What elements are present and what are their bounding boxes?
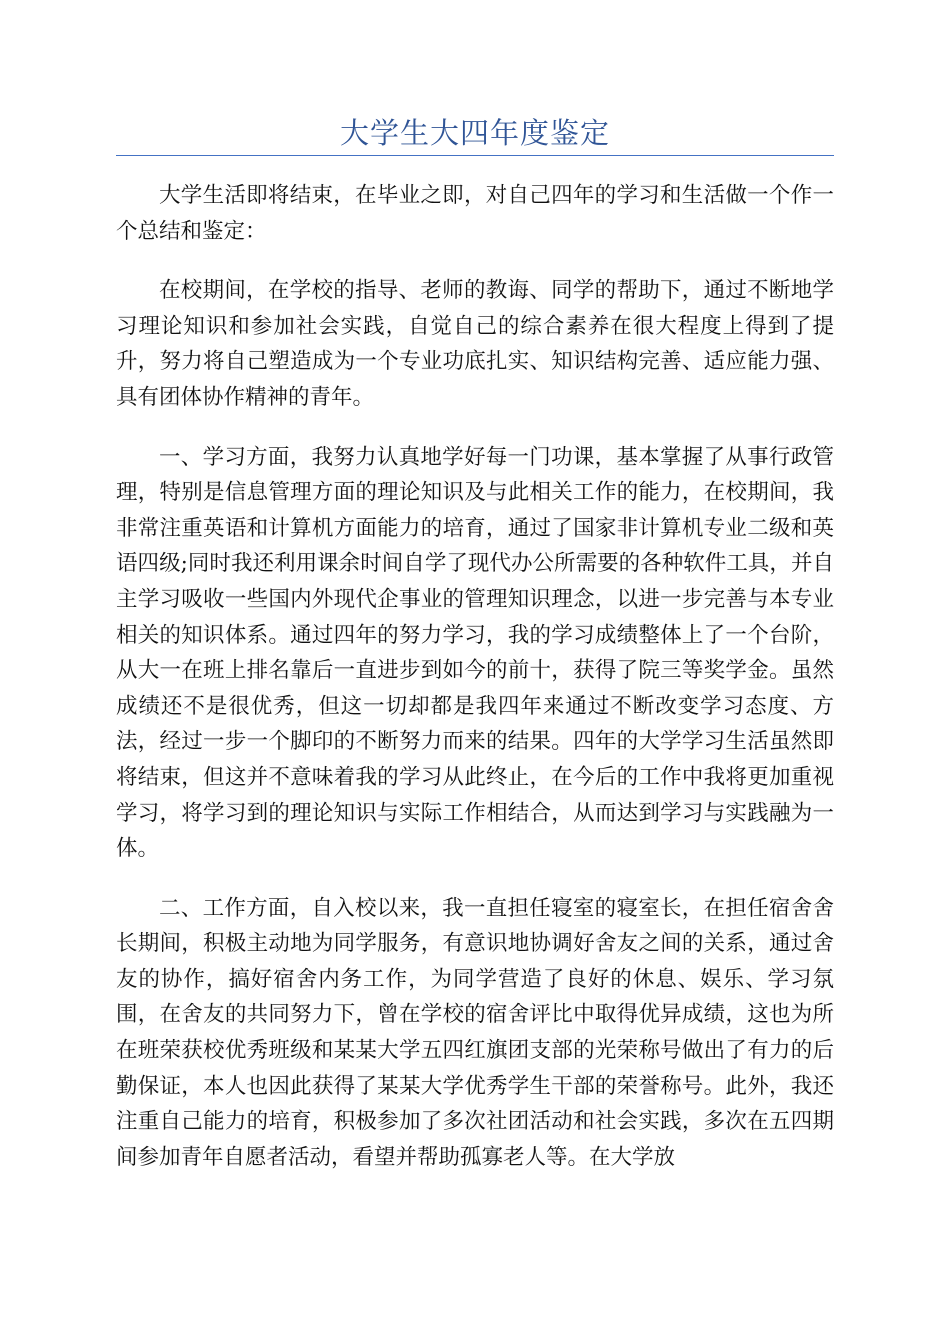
paragraph-intro: 大学生活即将结束，在毕业之即，对自己四年的学习和生活做一个作一个总结和鉴定： (116, 183, 834, 244)
paragraph-study: 一、学习方面，我努力认真地学好每一门功课，基本掌握了从事行政管理，特别是信息管理方面的理论知识及与此相关工作的能力，在校期间，我非常注重英语和计算机方面能力的培育，通过了国家非计算机专业二级和英语四级;同时我还利用课余时间自学了现代办公所需要的各种软件工具，并自主学习吸收一些国内外现代企事业的管理知识理念，以进一步完善与本专业相关的知识体系。通过四年的努力学习，我的学习成绩整体上了一个台阶，从大一在班上排名靠后一直进步到如今的前十，获得了院三等奖学金。虽然成绩还不是很优秀，但这一切却都是我四年来通过不断改变学习态度、方法，经过一步一个脚印的不断努力而来的结果。四年的大学学习生活虽然即将结束，但这并不意味着我的学习从此终止，在今后的工作中我将更加重视学习，将学习到的理论知识与实际工作相结合，从而达到学习与实践融为一体。 (116, 444, 834, 862)
paragraph-school-period: 在校期间，在学校的指导、老师的教诲、同学的帮助下，通过不断地学习理论知识和参加社会实践，自觉自己的综合素养在很大程度上得到了提升，努力将自己塑造成为一个专业功底扎实、知识结构完善、适应能力强、具有团体协作精神的青年。 (116, 278, 834, 410)
document-title: 大学生大四年度鉴定 (339, 116, 610, 150)
title-underline (116, 155, 834, 156)
document-body (116, 178, 834, 1199)
paragraph-work: 二、工作方面，自入校以来，我一直担任寝室的寝室长，在担任宿舍舍长期间，积极主动地为同学服务，有意识地协调好舍友之间的关系，通过舍友的协作，搞好宿舍内务工作，为同学营造了良好的休息、娱乐、学习氛围，在舍友的共同努力下，曾在学校的宿舍评比中取得优异成绩，这也为所在班荣获校优秀班级和某某大学五四红旗团支部的光荣称号做出了有力的后勤保证，本人也因此获得了某某大学优秀学生干部的荣誉称号。此外，我还注重自己能力的培育，积极参加了多次社团活动和社会实践，多次在五四期间参加青年自愿者活动，看望并帮助孤寡老人等。在大学放 (116, 895, 834, 1170)
